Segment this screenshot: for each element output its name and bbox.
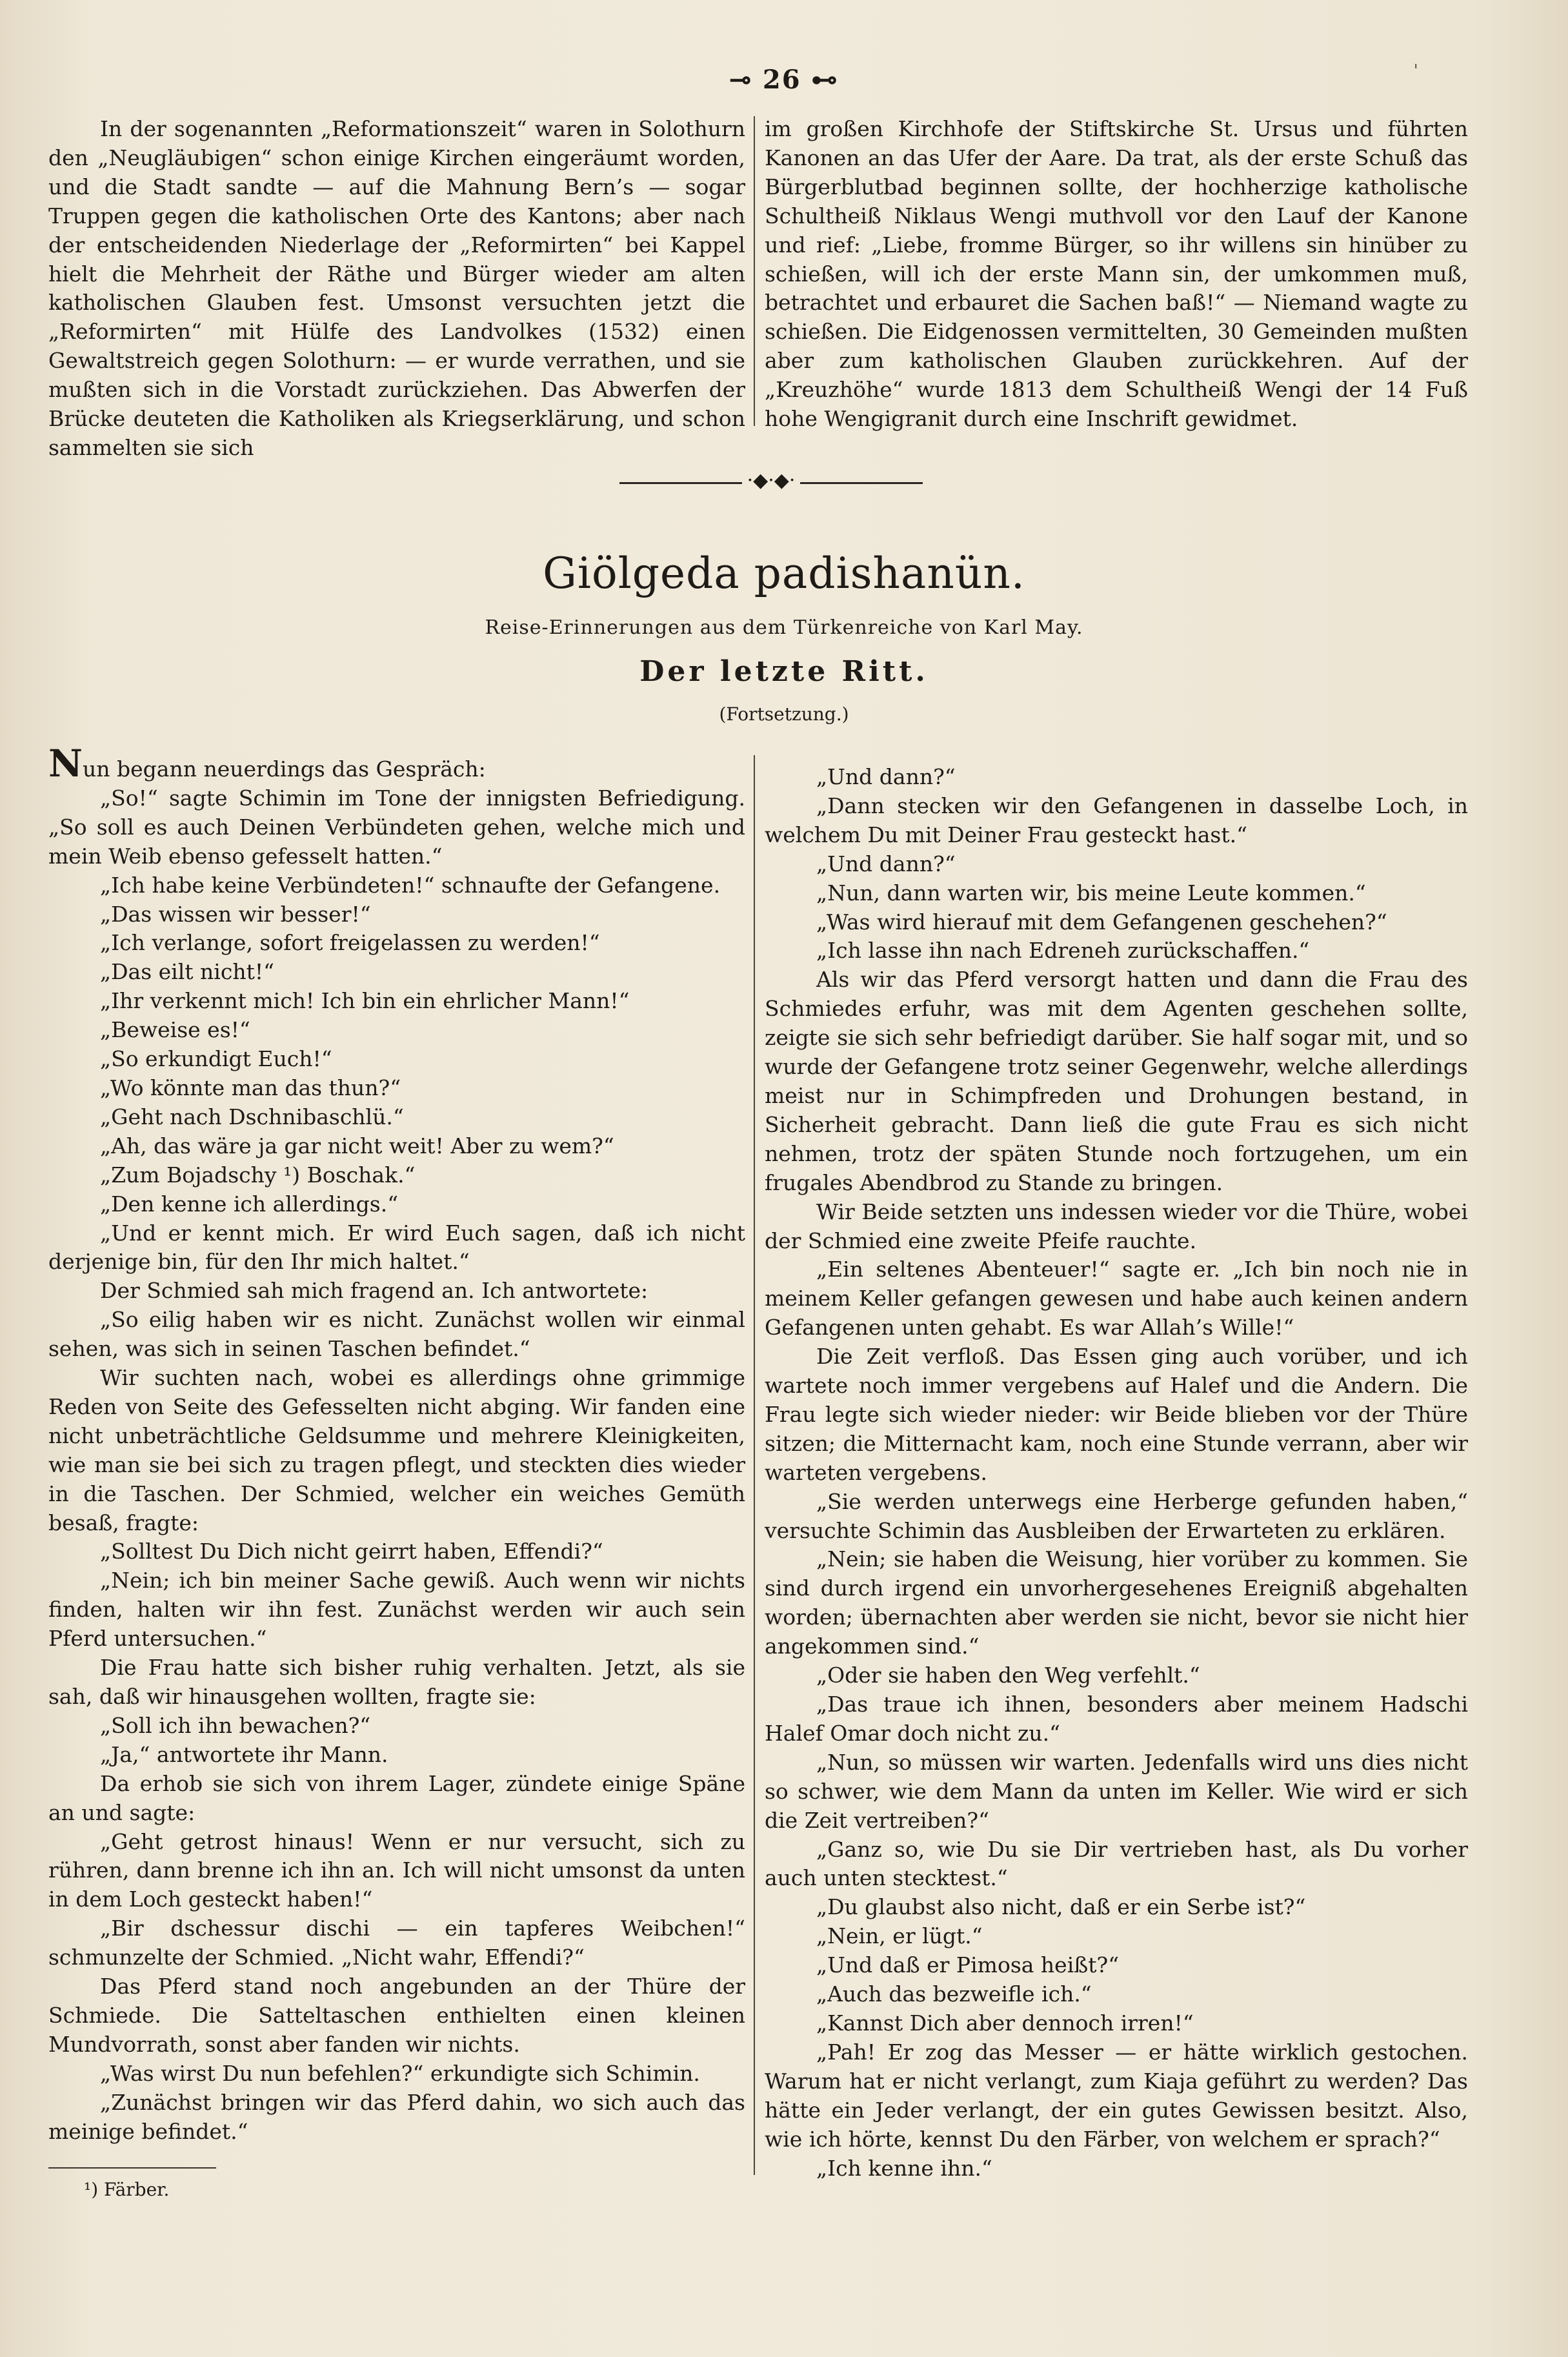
story-paragraph: „Wo könnte man das thun?“ xyxy=(100,1075,401,1100)
story-paragraph: „Ich verlange, sofort freigelassen zu werden!“ xyxy=(100,930,600,956)
story-paragraph: „Zum Bojadschy ¹) Boschak.“ xyxy=(100,1162,416,1188)
page-number: ⊸ 26 ⊷ xyxy=(729,65,839,95)
story-paragraph: „Ich kenne ihn.“ xyxy=(816,2155,992,2181)
story-paragraph: „So!“ sagte Schimin im Tone der innigsten Befriedigung. „So soll es auch Deinen Verbündeten gehen, welche mich und mein Weib ebenso gefesselt hatten.“ xyxy=(48,785,745,869)
story-paragraph: „Ah, das wäre ja gar nicht weit! Aber zu wem?“ xyxy=(100,1133,614,1158)
column-divider-top xyxy=(754,116,755,426)
story-paragraph: „Oder sie haben den Weg verfehlt.“ xyxy=(816,1663,1200,1688)
story-paragraph: „Nein; ich bin meiner Sache gewiß. Auch wenn wir nichts finden, halten wir ihn fest. Zunächst werden wir auch sein Pferd untersuchen.“ xyxy=(48,1568,745,1652)
story-paragraph: „Geht getrost hinaus! Wenn er nur versucht, sich zu rühren, dann brenne ich ihn an. Ich will nicht umsonst da unten in dem Loch gesteckt haben!“ xyxy=(48,1828,745,1912)
drop-cap: N xyxy=(48,742,83,785)
story-paragraph: Als wir das Pferd versorgt hatten und dann die Frau des Schmiedes erfuhr, was mit dem Agenten geschehen sollte, zeigte sie sich sehr befriedigt darüber. Sie half sogar mit, und so wurde der Gefangene trotz seiner Gegenwehr, welche allerdings meist nur in Schimpfreden und Drohungen bestand, in Sicherheit gebracht. Dann ließ die gute Frau es sich nicht nehmen, trotz der späten Stunde noch fortzugehen, um ein frugales Abendbrod zu Stande zu bringen. xyxy=(765,967,1468,1195)
story-paragraph: „Das eilt nicht!“ xyxy=(100,959,274,985)
story-paragraph: „Den kenne ich allerdings.“ xyxy=(100,1191,399,1217)
story-paragraph: „Das wissen wir besser!“ xyxy=(100,901,371,927)
story-paragraph: Der Schmied sah mich fragend an. Ich antwortete: xyxy=(100,1278,648,1304)
story-paragraph: „Und er kennt mich. Er wird Euch sagen, daß ich nicht derjenige bin, für den Ihr mich haltet.“ xyxy=(48,1220,745,1275)
story-paragraph: „Zunächst bringen wir das Pferd dahin, wo sich auch das meinige befindet.“ xyxy=(48,2089,745,2144)
story-paragraph: „Beweise es!“ xyxy=(100,1017,250,1043)
top-article-left-column xyxy=(48,115,745,463)
story-paragraph: „Sie werden unterwegs eine Herberge gefunden haben,“ versuchte Schimin das Ausbleiben der Erwarteten zu erklären. xyxy=(765,1488,1468,1543)
story-paragraph: „Nein; sie haben die Weisung, hier vorüber zu kommen. Sie sind durch irgend ein unvorhergesehenes Ereigniß abgehalten worden; übernachten aber werden sie nicht, bevor sie nicht hier angekommen sind.“ xyxy=(765,1546,1468,1659)
top-article-right-column xyxy=(765,115,1468,434)
column-divider-main xyxy=(754,755,755,2175)
ornament-line-right xyxy=(800,482,923,484)
story-paragraph: „Pah! Er zog das Messer — er hätte wirklich gestochen. Warum hat er nicht verlangt, zum Kiaja geführt zu werden? Das hätte ein Jeder verlangt, der ein gutes Gewissen besitzt. Also, wie ich hörte, kennst Du den Färber, von welchem er sprach?“ xyxy=(765,2039,1468,2152)
story-paragraph: „Und dann?“ xyxy=(816,851,956,876)
story-paragraph: „Nun, dann warten wir, bis meine Leute kommen.“ xyxy=(816,880,1366,905)
story-subtitle: Reise-Erinnerungen aus dem Türkenreiche von Karl May. xyxy=(485,616,1083,639)
story-paragraph: Die Zeit verfloß. Das Essen ging auch vorüber, und ich wartete noch immer vergebens auf Halef und die Andern. Die Frau legte sich wieder nieder: wir Beide blieben vor der Thüre sitzen; die Mitternacht kam, noch eine Stunde verrann, aber wir warteten vergebens. xyxy=(765,1344,1468,1485)
footnote-rule xyxy=(48,2167,216,2169)
ink-mark: ˈ xyxy=(1413,61,1419,84)
story-paragraph: „So eilig haben wir es nicht. Zunächst wollen wir einmal sehen, was sich in seinen Taschen befindet.“ xyxy=(48,1307,745,1362)
story-paragraph: „Was wirst Du nun befehlen?“ erkundigte sich Schimin. xyxy=(100,2060,700,2086)
story-right-column xyxy=(765,763,1468,2183)
story-paragraph: „Auch das bezweifle ich.“ xyxy=(816,1981,1092,2007)
story-paragraph: Wir suchten nach, wobei es allerdings ohne grimmige Reden von Seite des Gefesselten nicht abging. Wir fanden eine nicht unbeträchtliche Geldsumme und mehrere Kleinigkeiten, wie man sie bei sich zu tragen pflegt, und steckten dies wieder in die Taschen. Der Schmied, welcher ein weiches Gemüth besaß, fragte: xyxy=(48,1365,745,1535)
ornament-center: ·◆·◆· xyxy=(747,469,796,492)
top-article-left-text: In der sogenannten „Reformationszeit“ waren in Solothurn den „Neugläubigen“ schon einige Kirchen eingeräumt worden, und die Stadt sandte — auf die Mahnung Bern’s — sogar Truppen gegen die katholischen Orte des Kantons; aber nach der entscheidenden Niederlage der „Reformirten“ bei Kappel hielt die Mehrheit der Räthe und Bürger wieder am alten katholischen Glauben fest. Umsonst versuchten jetzt die „Reformirten“ mit Hülfe des Landvolkes (1532) einen Gewaltstreich gegen Solothurn: — er wurde verrathen, und sie mußten sich in die Vorstadt zurückziehen. Das Abwerfen der Brücke deuteten die Katholiken als Kriegserklärung, und schon sammelten sie sich xyxy=(48,116,745,460)
story-paragraph: Da erhob sie sich von ihrem Lager, zündete einige Späne an und sagte: xyxy=(48,1770,745,1825)
story-paragraph: „Du glaubst also nicht, daß er ein Serbe ist?“ xyxy=(816,1894,1306,1920)
story-left-column xyxy=(48,742,745,2147)
story-paragraph: „Ich lasse ihn nach Edreneh zurückschaffen.“ xyxy=(816,938,1310,964)
story-paragraph: „So erkundigt Euch!“ xyxy=(100,1046,332,1072)
story-paragraph: „Ein seltenes Abenteuer!“ sagte er. „Ich bin noch nie in meinem Keller gefangen gewesen und habe auch keinen andern Gefangenen unten gehabt. Es war Allah’s Wille!“ xyxy=(765,1257,1468,1340)
footnote: ¹) Färber. xyxy=(84,2179,170,2200)
top-article-right-text: im großen Kirchhofe der Stiftskirche St. Ursus und führten Kanonen an das Ufer der Aare. Da trat, als der erste Schuß das Bürgerblutbad beginnen sollte, der hochherzige katholische Schultheiß Niklaus Wengi muthvoll vor den Lauf der Kanone und rief: „Liebe, fromme Bürger, so ihr willens sin hinüber zu schießen, will ich der erste Mann sin, der umkommen muß, betrachtet und erbauret die Sachen baß!“ — Niemand wagte zu schießen. Die Eidgenossen vermittelten, 30 Gemeinden mußten aber zum katholischen Glauben zurückkehren. Auf der „Kreuzhöhe“ wurde 1813 dem Schultheiß Wengi der 14 Fuß hohe Wengigranit durch eine Inschrift gewidmet. xyxy=(765,116,1468,432)
ornament-line-left xyxy=(619,482,742,484)
story-paragraph-text: un begann neuerdings das Gespräch: xyxy=(83,756,486,782)
story-paragraph: „Nun, so müssen wir warten. Jedenfalls wird uns dies nicht so schwer, wie dem Mann da unten im Keller. Wie wird er sich die Zeit vertreiben?“ xyxy=(765,1749,1468,1833)
story-paragraph: Wir Beide setzten uns indessen wieder vor die Thüre, wobei der Schmied eine zweite Pfeife rauchte. xyxy=(765,1199,1468,1253)
continuation-note: (Fortsetzung.) xyxy=(719,703,849,725)
story-paragraph: „Ja,“ antwortete ihr Mann. xyxy=(100,1741,388,1767)
story-paragraph: Das Pferd stand noch angebunden an der Thüre der Schmiede. Die Satteltaschen enthielten einen kleinen Mundvorrath, sonst aber fanden wir nichts. xyxy=(48,1974,745,2057)
chapter-heading: Der letzte Ritt. xyxy=(639,655,929,688)
story-paragraph: „Ihr verkennt mich! Ich bin ein ehrlicher Mann!“ xyxy=(100,988,630,1014)
story-paragraph: „Bir dschessur dischi — ein tapferes Weibchen!“ schmunzelte der Schmied. „Nicht wahr, Effendi?“ xyxy=(48,1916,745,1970)
story-paragraph: „Was wird hierauf mit dem Gefangenen geschehen?“ xyxy=(816,909,1387,935)
story-paragraph: „Und daß er Pimosa heißt?“ xyxy=(816,1952,1120,1978)
story-title: Giölgeda padishanün. xyxy=(543,549,1025,598)
story-paragraph: Die Frau hatte sich bisher ruhig verhalten. Jetzt, als sie sah, daß wir hinausgehen wollten, fragte sie: xyxy=(48,1655,745,1709)
story-paragraph: „Das traue ich ihnen, besonders aber meinem Hadschi Halef Omar doch nicht zu.“ xyxy=(765,1692,1468,1746)
story-paragraph: „Dann stecken wir den Gefangenen in dasselbe Loch, in welchem Du mit Deiner Frau gesteckt hast.“ xyxy=(765,793,1468,847)
story-paragraph: „Ganz so, wie Du sie Dir vertrieben hast, als Du vorher auch unten stecktest.“ xyxy=(765,1836,1468,1891)
story-paragraph: „Kannst Dich aber dennoch irren!“ xyxy=(816,2010,1194,2036)
story-paragraph xyxy=(48,742,745,785)
story-paragraph: „Ich habe keine Verbündeten!“ schnaufte der Gefangene. xyxy=(100,872,721,898)
section-ornament xyxy=(619,469,923,492)
story-paragraph: „Und dann?“ xyxy=(816,764,956,789)
story-paragraph: „Nein, er lügt.“ xyxy=(816,1923,983,1949)
story-paragraph: „Solltest Du Dich nicht geirrt haben, Effendi?“ xyxy=(100,1539,603,1564)
story-paragraph: „Geht nach Dschnibaschlü.“ xyxy=(100,1104,404,1129)
story-paragraph: „Soll ich ihn bewachen?“ xyxy=(100,1712,371,1738)
